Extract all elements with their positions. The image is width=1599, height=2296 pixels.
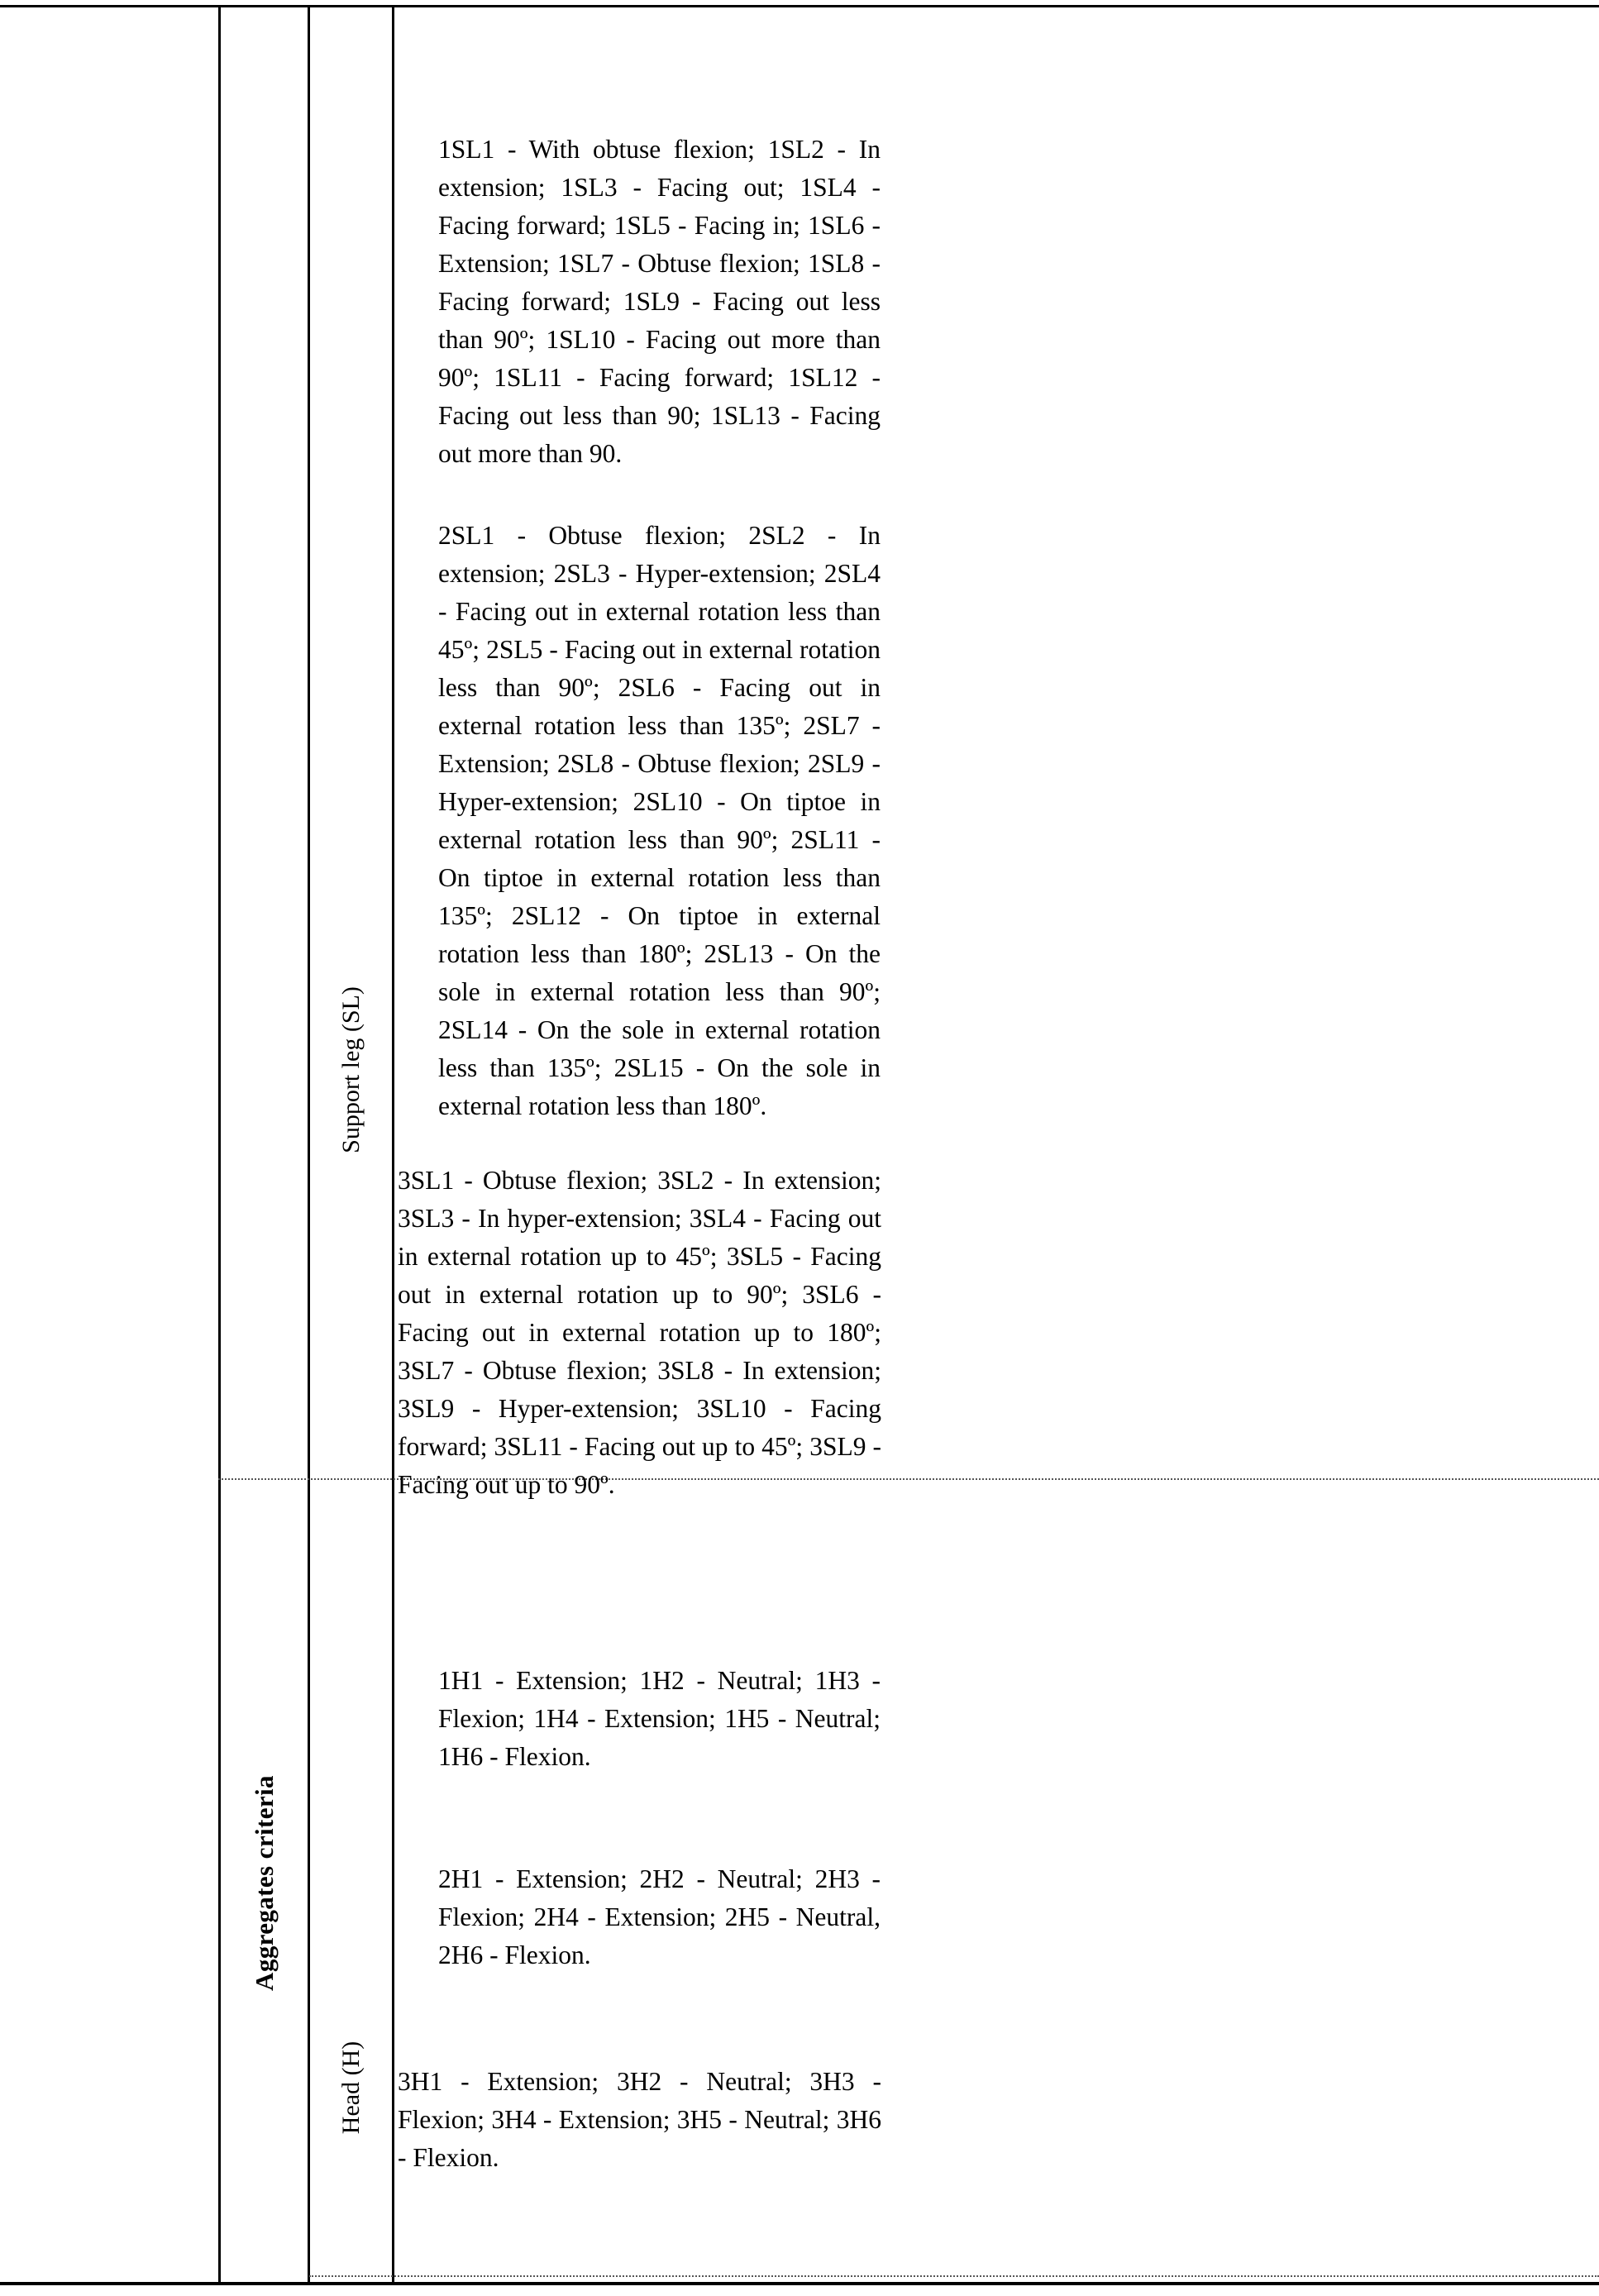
paragraph-support-leg-1: 1SL1 - With obtuse flexion; 1SL2 - In extension; 1SL3 - Facing out; 1SL4 - Facing forward; 1SL5 - Facing in; 1SL6 - Extension; 1SL7 - Obtuse flexion; 1SL8 - Facing forward; 1SL9 - Facing out less than 90º; 1SL10 - Facing out more than 90º; 1SL11 - Facing forward; 1SL12 - Facing out less than 90; 1SL13 - Facing out more than 90. [438,135,881,468]
row-separator-bottom [309,2275,1599,2277]
paragraph-support-leg-3: 3SL1 - Obtuse flexion; 3SL2 - In extension; 3SL3 - In hyper-extension; 3SL4 - Facing out in external rotation up to 45º; 3SL5 - Facing out in external rotation up to 90º; 3SL6 - Facing out in external rotation up to 180º; 3SL7 - Obtuse flexion; 3SL8 - In extension; 3SL9 - Hyper-extension; 3SL10 - Facing forward; 3SL11 - Facing out up to 45º; 3SL9 - Facing out up to 90º. [398,1166,881,1499]
table-top-border [0,5,1599,7]
sub-row-label-cell-head [310,1893,393,2282]
paragraph-head-1: 1H1 - Extension; 1H2 - Neutral; 1H3 - Flexion; 1H4 - Extension; 1H5 - Neutral; 1H6 - Flexion. [438,1666,881,1771]
sub-row-label-cell-support-leg [310,661,393,1478]
table-bottom-border [0,2282,1599,2285]
sub-row-label-support-leg: Support leg (SL) [337,986,365,1153]
paragraph-head-2: 2H1 - Extension; 2H2 - Neutral; 2H3 - Flexion; 2H4 - Extension; 2H5 - Neutral, 2H6 - Flexion. [438,1864,881,1969]
sub-row-label-head: Head (H) [337,2041,365,2135]
paragraph-support-leg-2: 2SL1 - Obtuse flexion; 2SL2 - In extension; 2SL3 - Hyper-extension; 2SL4 - Facing out in external rotation less than 45º; 2SL5 - Facing out in external rotation less than 90º; 2SL6 - Facing out in external rotation less than 135º; 2SL7 - Extension; 2SL8 - Obtuse flexion; 2SL9 - Hyper-extension; 2SL10 - On tiptoe in external rotation less than 90º; 2SL11 - On tiptoe in external rotation less than 135º; 2SL12 - On tiptoe in external rotation less than 180º; 2SL13 - On the sole in external rotation less than 90º; 2SL14 - On the sole in external rotation less than 135º; 2SL15 - On the sole in external rotation less than 180º. [438,521,881,1120]
paragraph-head-3: 3H1 - Extension; 3H2 - Neutral; 3H3 - Flexion; 3H4 - Extension; 3H5 - Neutral; 3H6 - Flexion. [398,2067,881,2172]
row-group-label-aggregates-criteria: Aggregates criteria [249,1775,279,1991]
row-group-label-cell [219,1484,308,2282]
